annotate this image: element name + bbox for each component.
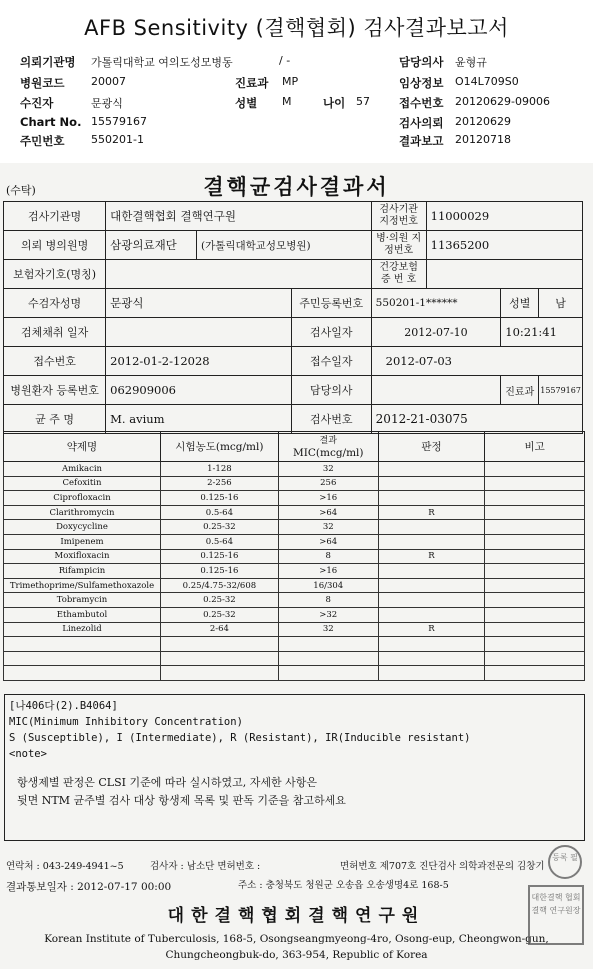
info-row: [4, 260, 583, 289]
column-header-range: 시험농도(mcg/ml): [160, 432, 278, 462]
header-row-patient: [0, 95, 593, 112]
drug-cell-mic: >16: [278, 564, 378, 579]
info-value: [106, 260, 372, 289]
header-row-chart: [0, 115, 593, 132]
header-row-hospital-code: [0, 75, 593, 92]
info-label: 주민등록번호: [291, 289, 371, 318]
drug-cell-judge: [378, 578, 485, 593]
header-value: 윤형규: [455, 56, 487, 69]
drug-cell-note: [485, 505, 585, 520]
drug-cell-mic: 256: [278, 476, 378, 491]
info-label: 보험자기호(명칭): [4, 260, 106, 289]
header-label: Chart No.: [20, 115, 82, 129]
drug-cell-judge: R: [378, 505, 485, 520]
institute-address-line2: Chungcheongbuk-do, 363-954, Republic of Korea: [165, 949, 428, 961]
header-label: 결과보고: [399, 134, 444, 148]
info-label: 건강보험 증 번 호: [371, 260, 426, 289]
info-value: 문광식: [106, 289, 292, 318]
info-value: 2012-07-03: [371, 347, 582, 376]
drug-cell-mic: 8: [278, 593, 378, 608]
drug-cell-mic: 32: [278, 622, 378, 637]
drug-row: [4, 622, 585, 637]
header-label: 임상정보: [399, 76, 444, 90]
drug-cell-judge: [378, 607, 485, 622]
header-row-requester: [0, 54, 593, 71]
drug-cell-name: Rifampicin: [4, 564, 161, 579]
drug-cell-judge: [378, 520, 485, 535]
institute-address-line1: Korean Institute of Tuberculosis, 168-5, Osongseangmyeong-4ro, Osong-eup, Cheongwon-gun,: [44, 933, 549, 945]
info-value: 남: [539, 289, 583, 318]
drug-cell-name: Clarithromycin: [4, 505, 161, 520]
footer-license: 면허번호 제707호 진단검사 의학과전문의 김창기: [340, 861, 545, 872]
drug-cell-mic: [278, 666, 378, 681]
drug-cell-name: Ciprofloxacin: [4, 491, 161, 506]
info-label: 검사기관명: [4, 202, 106, 231]
drug-cell-mic: [278, 651, 378, 666]
drug-cell-note: [485, 491, 585, 506]
info-value-sub: (가톨릭대학교성모병원): [196, 231, 371, 260]
report-title: AFB Sensitivity (결핵협회) 검사결과보고서: [84, 16, 509, 40]
header-value: 20120629-09006: [455, 95, 550, 108]
header-row-rrn: [0, 133, 593, 150]
drug-row: [4, 666, 585, 681]
drug-cell-range: 0.25-32: [160, 593, 278, 608]
header-label: 수진자: [20, 96, 54, 110]
drug-cell-name: Moxifloxacin: [4, 549, 161, 564]
header-value: M: [282, 95, 292, 108]
header-label: 담당의사: [399, 55, 444, 69]
drug-cell-name: Imipenem: [4, 534, 161, 549]
info-value: [106, 318, 292, 347]
header-label: 의뢰기관명: [20, 55, 76, 69]
official-seal: 대한결핵 협회결핵 연구원장: [528, 885, 584, 945]
mic-header-line2: MIC(mcg/ml): [292, 447, 364, 459]
drug-cell-range: [160, 651, 278, 666]
drug-cell-note: [485, 462, 585, 477]
drug-cell-name: [4, 651, 161, 666]
drug-row: [4, 462, 585, 477]
header-label: 나이: [323, 96, 346, 110]
note-code: [나406다(2).B4064]: [9, 700, 118, 712]
info-value: 550201-1******: [371, 289, 501, 318]
drug-cell-note: [485, 593, 585, 608]
drug-cell-mic: 8: [278, 549, 378, 564]
info-row: [4, 376, 583, 405]
drug-row: [4, 593, 585, 608]
info-value: 11365200: [426, 231, 582, 260]
institute-name: 대한결핵협회결핵연구원: [167, 906, 426, 926]
info-value: M. avium: [106, 405, 292, 434]
drug-cell-note: [485, 549, 585, 564]
drug-cell-note: [485, 564, 585, 579]
drug-cell-note: [485, 622, 585, 637]
drug-row: [4, 637, 585, 652]
drug-row: [4, 476, 585, 491]
header-label: 성별: [235, 96, 258, 110]
drug-cell-name: Trimethoprime/Sulfamethoxazole: [4, 578, 161, 593]
info-label: 병·의원 지정번호: [371, 231, 426, 260]
drug-cell-note: [485, 607, 585, 622]
footer-address: 주소 : 충청북도 청원군 오송읍 오송생명4로 168-5: [238, 880, 449, 891]
drug-cell-mic: 16/304: [278, 578, 378, 593]
drug-cell-range: 0.125-16: [160, 564, 278, 579]
drug-cell-judge: R: [378, 622, 485, 637]
info-row: [4, 405, 583, 434]
header-label: 진료과: [235, 76, 269, 90]
drug-row: [4, 520, 585, 535]
report-header: [0, 0, 593, 160]
info-label: 접수일자: [291, 347, 371, 376]
drug-row: [4, 491, 585, 506]
drug-cell-mic: >64: [278, 534, 378, 549]
header-value: 15579167: [91, 115, 147, 128]
info-label: 의뢰 병의원명: [4, 231, 106, 260]
info-label: 진료과: [501, 376, 539, 405]
drug-cell-name: Ethambutol: [4, 607, 161, 622]
drug-cell-name: [4, 666, 161, 681]
drug-cell-range: 1-128: [160, 462, 278, 477]
drug-row: [4, 534, 585, 549]
drug-cell-note: [485, 666, 585, 681]
info-value: 삼광의료재단: [106, 231, 197, 260]
document-title: 결핵균검사결과서: [203, 174, 390, 199]
drug-cell-judge: [378, 666, 485, 681]
header-label: 주민번호: [20, 134, 65, 148]
drug-cell-note: [485, 476, 585, 491]
drug-cell-judge: [378, 534, 485, 549]
drug-cell-note: [485, 520, 585, 535]
drug-cell-range: [160, 637, 278, 652]
drug-cell-name: Cefoxitin: [4, 476, 161, 491]
drug-cell-range: 2-64: [160, 622, 278, 637]
header-label: 검사의뢰: [399, 116, 444, 130]
column-header-drug: 약제명: [4, 432, 161, 462]
info-value: 11000029: [426, 202, 582, 231]
drug-row: [4, 607, 585, 622]
info-label: 접수번호: [4, 347, 106, 376]
drug-cell-range: 2-256: [160, 476, 278, 491]
drug-row: [4, 505, 585, 520]
drug-cell-range: 0.25/4.75-32/608: [160, 578, 278, 593]
drug-cell-mic: >64: [278, 505, 378, 520]
header-value: 20120718: [455, 133, 511, 146]
info-value: 15579167: [539, 376, 583, 405]
drug-cell-note: [485, 578, 585, 593]
column-header-mic: [278, 432, 378, 462]
info-value: [426, 260, 582, 289]
drug-cell-range: 0.5-64: [160, 534, 278, 549]
info-value: 2012-07-10: [371, 318, 501, 347]
header-value: 문광식: [91, 97, 123, 110]
column-header-judge: 판정: [378, 432, 485, 462]
info-row: [4, 231, 583, 260]
drug-cell-judge: [378, 637, 485, 652]
info-label: 성별: [501, 289, 539, 318]
drug-cell-name: [4, 637, 161, 652]
info-label: 검사번호: [291, 405, 371, 434]
info-row: [4, 202, 583, 231]
info-value: 062909006: [106, 376, 292, 405]
drug-cell-note: [485, 534, 585, 549]
notes-box: [4, 694, 585, 841]
info-label: 균 주 명: [4, 405, 106, 434]
registration-stamp: 등록 필: [548, 845, 582, 879]
receipt-mark: (수탁): [6, 184, 36, 197]
header-label: 접수번호: [399, 96, 444, 110]
header-label: 병원코드: [20, 76, 65, 90]
header-value: / -: [279, 54, 291, 67]
drug-row: [4, 549, 585, 564]
header-value: 20007: [91, 75, 126, 88]
drug-cell-mic: >16: [278, 491, 378, 506]
drug-cell-range: 0.25-32: [160, 607, 278, 622]
drug-row: [4, 651, 585, 666]
drug-cell-note: [485, 637, 585, 652]
info-value: 대한결핵협회 결핵연구원: [106, 202, 372, 231]
drug-row: [4, 564, 585, 579]
info-value: [371, 376, 501, 405]
drug-cell-name: Amikacin: [4, 462, 161, 477]
info-row: [4, 289, 583, 318]
drug-table-body: [4, 462, 585, 681]
drug-cell-name: Tobramycin: [4, 593, 161, 608]
note-sir-definition: S (Susceptible), I (Intermediate), R (Resistant), IR(Inducible resistant): [9, 732, 471, 744]
drug-cell-note: [485, 651, 585, 666]
drug-cell-range: 0.125-16: [160, 491, 278, 506]
drug-cell-judge: [378, 593, 485, 608]
drug-cell-mic: 32: [278, 462, 378, 477]
drug-cell-range: 0.125-16: [160, 549, 278, 564]
header-value: 가톨릭대학교 여의도성모병동: [91, 56, 233, 69]
footer-inspector: 검사자 : 남소단 면허번호 :: [150, 861, 261, 872]
footer-notify-date: 결과통보일자 : 2012-07-17 00:00: [6, 881, 172, 893]
drug-cell-mic: 32: [278, 520, 378, 535]
drug-cell-name: Doxycycline: [4, 520, 161, 535]
drug-susceptibility-table: [3, 431, 585, 681]
drug-cell-judge: [378, 564, 485, 579]
drug-cell-name: Linezolid: [4, 622, 161, 637]
info-row: [4, 318, 583, 347]
info-row: [4, 347, 583, 376]
info-label: 수검자성명: [4, 289, 106, 318]
drug-cell-judge: [378, 651, 485, 666]
header-value: 57: [356, 95, 370, 108]
drug-cell-mic: >32: [278, 607, 378, 622]
info-value: 2012-01-2-12028: [106, 347, 292, 376]
drug-cell-range: 0.5-64: [160, 505, 278, 520]
header-value: 20120629: [455, 115, 511, 128]
info-value: 2012-21-03075: [371, 405, 582, 434]
info-label: 검체채취 일자: [4, 318, 106, 347]
drug-table-header: [4, 432, 585, 462]
drug-cell-mic: [278, 637, 378, 652]
info-label: 검사기관 지정번호: [371, 202, 426, 231]
footer-contact: 연락처 : 043-249-4941~5: [6, 861, 124, 872]
column-header-note: 비고: [485, 432, 585, 462]
drug-cell-judge: [378, 476, 485, 491]
drug-row: [4, 578, 585, 593]
note-tag: <note>: [9, 748, 47, 760]
note-clsi: 항생제별 판정은 CLSI 기준에 따라 실시하였고, 자세한 사항은: [17, 776, 317, 789]
note-mic-definition: MIC(Minimum Inhibitory Concentration): [9, 716, 243, 728]
note-reference: 뒷면 NTM 균주별 검사 대상 항생제 목록 및 판독 기준을 참고하세요: [17, 794, 346, 807]
header-value: O14L709S0: [455, 75, 519, 88]
header-value: 550201-1: [91, 133, 144, 146]
info-label: 병원환자 등록번호: [4, 376, 106, 405]
drug-cell-range: [160, 666, 278, 681]
header-value: MP: [282, 75, 299, 88]
drug-cell-judge: [378, 462, 485, 477]
drug-cell-range: 0.25-32: [160, 520, 278, 535]
patient-info-table: [3, 201, 583, 434]
mic-header-line1: 결과: [319, 436, 337, 446]
info-value: 10:21:41: [501, 318, 583, 347]
scanned-result-document: [0, 163, 593, 969]
drug-cell-judge: R: [378, 549, 485, 564]
info-label: 검사일자: [291, 318, 371, 347]
info-label: 담당의사: [291, 376, 371, 405]
drug-cell-judge: [378, 491, 485, 506]
